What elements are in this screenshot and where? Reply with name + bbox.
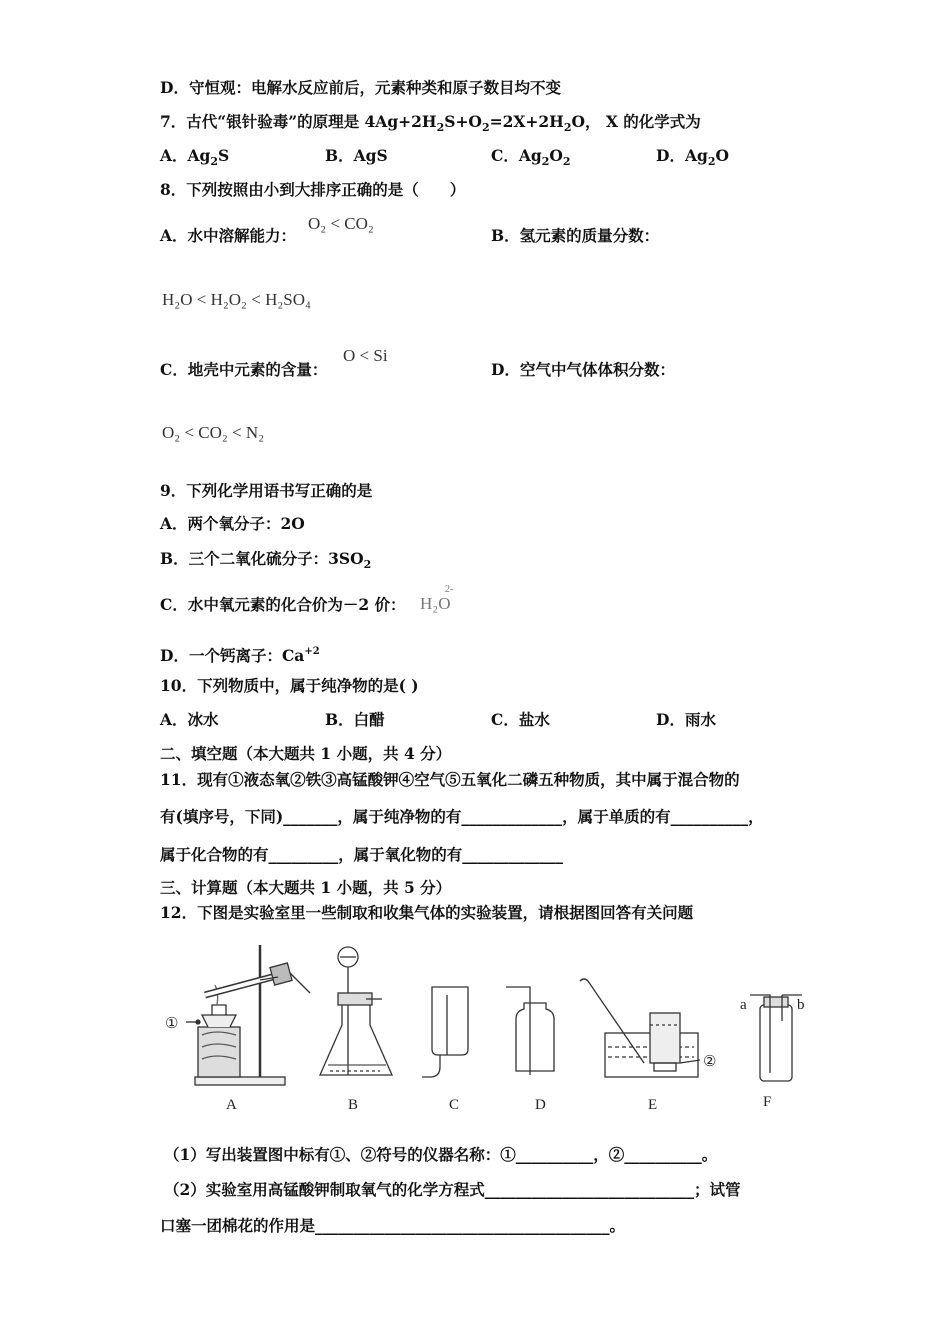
q8-option-a-formula: O₂ < CO₂	[308, 214, 374, 233]
q9-option-d: D．一个钙离子：$Ca^{+2}$	[160, 646, 320, 665]
figure-port-a: a	[740, 997, 747, 1013]
q8-option-d-formula: O₂ < CO₂ < N₂	[162, 423, 265, 442]
q8-option-b-label: B．氢元素的质量分数：	[491, 226, 660, 245]
q10-stem: 10．下列物质中，属于纯净物的是( )	[160, 676, 419, 695]
q9-option-c-formula: H₂O	[420, 594, 451, 613]
lab-apparatus-figure	[160, 935, 820, 1120]
apparatus-c	[422, 987, 468, 1077]
figure-mark-2: ②	[703, 1054, 717, 1070]
apparatus-d	[506, 987, 554, 1075]
q9-option-c-charge: 2-	[445, 584, 454, 595]
section-3-heading: 三、计算题（本大题共 1 小题，共 5 分）	[160, 878, 452, 897]
q9-option-b: B．三个二氧化硫分子：$3SO_2$	[160, 549, 372, 571]
apparatus-b	[320, 947, 392, 1075]
q10-option-c: C．盐水	[491, 710, 550, 729]
q7-option-a: A．$Ag_2S$	[160, 146, 230, 168]
apparatus-f	[750, 995, 802, 1081]
q7-option-c: C．$Ag_2O_2$	[491, 146, 571, 168]
figure-label-c: C	[449, 1097, 460, 1113]
q8-option-b-formula: H₂O < H₂O₂ < H₂SO₄	[162, 290, 311, 309]
figure-label-a: A	[226, 1097, 237, 1113]
q9-option-a: A．两个氧分子：2O	[160, 514, 305, 533]
q11-line-1: 11．现有①液态氧②铁③高锰酸钾④空气⑤五氧化二磷五种物质，其中属于混合物的	[160, 770, 740, 789]
q7-option-d: D．$Ag_2O$	[656, 146, 729, 168]
figure-label-d: D	[535, 1097, 546, 1113]
apparatus-a	[186, 945, 310, 1085]
q9-option-c: C．水中氧元素的化合价为－2 价：	[160, 595, 406, 614]
q10-option-a: A．冰水	[160, 710, 219, 729]
q12-stem: 12．下图是实验室里一些制取和收集气体的实验装置，请根据图回答有关问题	[160, 903, 694, 922]
figure-mark-1: ①	[165, 1016, 179, 1032]
q12-part-1: （1）写出装置图中标有①、②符号的仪器名称：①__________，②__________。	[164, 1145, 718, 1164]
q9-stem: 9．下列化学用语书写正确的是	[160, 481, 373, 500]
q11-line-2: 有(填序号，下同)_______，属于纯净物的有_____________，属于单质的有__________，	[160, 807, 764, 826]
figure-label-f: F	[763, 1094, 772, 1110]
q12-part-2: （2）实验室用高锰酸钾制取氧气的化学方程式___________________________；试管	[164, 1180, 741, 1199]
q8-option-a-label: A．水中溶解能力：	[160, 226, 297, 245]
q12-part-2-cont: 口塞一团棉花的作用是______________________________________。	[160, 1216, 626, 1235]
figure-label-e: E	[648, 1097, 658, 1113]
q11-line-3: 属于化合物的有_________，属于氧化物的有_____________	[160, 845, 564, 864]
q8-option-c-formula: O < Si	[343, 346, 388, 365]
q7-stem: 7．古代“银针验毒”的原理是 $4Ag+2H_2S+O_2=2X+2H_2O$， X 的化学式为	[160, 112, 701, 134]
q8-option-d-label: D．空气中气体体积分数：	[491, 360, 675, 379]
q7-option-b: B．AgS	[325, 146, 388, 165]
apparatus-e	[580, 979, 700, 1077]
figure-port-b: b	[797, 997, 805, 1013]
q10-option-b: B．白醋	[325, 710, 385, 729]
section-2-heading: 二、填空题（本大题共 1 小题，共 4 分）	[160, 744, 452, 763]
q8-option-c-label: C．地壳中元素的含量：	[160, 360, 328, 379]
figure-label-b: B	[348, 1097, 359, 1113]
q6-option-d: D．守恒观：电解水反应前后，元素种类和原子数目均不变	[160, 78, 561, 97]
q10-option-d: D．雨水	[656, 710, 716, 729]
q8-stem: 8．下列按照由小到大排序正确的是（ ）	[160, 180, 466, 199]
